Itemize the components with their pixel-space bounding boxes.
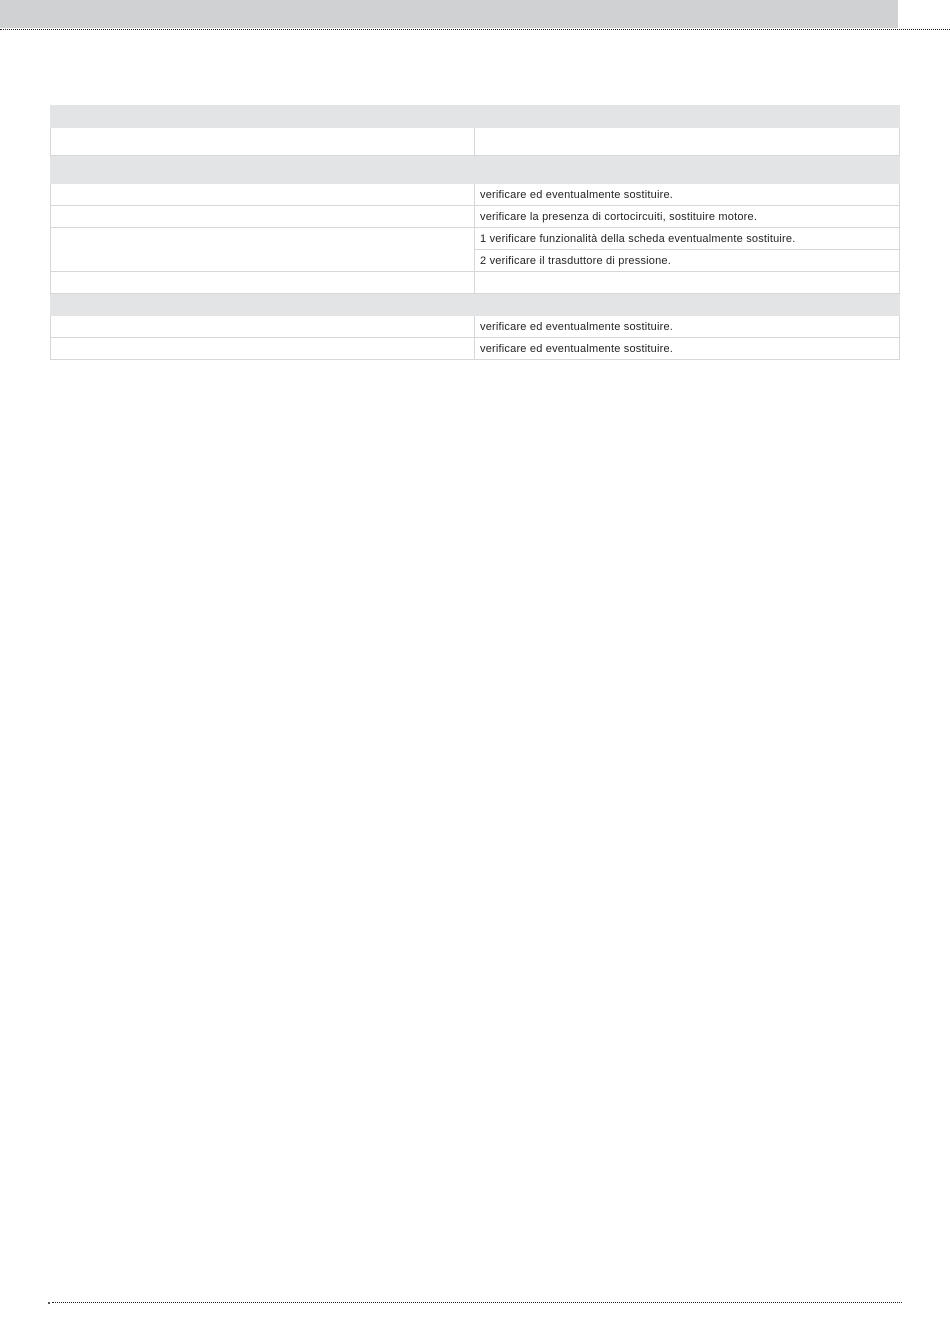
section-header-cell	[51, 156, 900, 184]
cause-cell	[51, 338, 475, 360]
solution-cell: verificare ed eventualmente sostituire.	[475, 338, 900, 360]
solution-cell: verificare ed eventualmente sostituire.	[475, 316, 900, 338]
cause-cell	[51, 228, 475, 272]
solution-cell: 1 verificare funzionalità della scheda eventualmente sostituire.	[475, 228, 900, 250]
table-row	[51, 206, 900, 228]
cause-cell	[51, 128, 475, 156]
solution-cell	[475, 128, 900, 156]
cause-cell	[51, 272, 475, 294]
section-header-row	[51, 106, 900, 128]
table-row	[51, 228, 900, 250]
solution-cell	[475, 272, 900, 294]
top-dotted-rule	[0, 29, 950, 30]
cause-cell	[51, 184, 475, 206]
solution-cell: verificare la presenza di cortocircuiti, sostituire motore.	[475, 206, 900, 228]
table-row	[51, 128, 900, 156]
section-header-cell	[51, 294, 900, 316]
section-header-cell	[51, 106, 900, 128]
troubleshooting-table	[50, 105, 900, 360]
section-header-row	[51, 294, 900, 316]
footer-dot	[48, 1302, 50, 1304]
table-row	[51, 316, 900, 338]
solution-cell: verificare ed eventualmente sostituire.	[475, 184, 900, 206]
table-row	[51, 184, 900, 206]
cause-cell	[51, 316, 475, 338]
solution-cell: 2 verificare il trasduttore di pressione.	[475, 250, 900, 272]
cause-cell	[51, 206, 475, 228]
section-header-row	[51, 156, 900, 184]
header-band	[0, 0, 898, 28]
bottom-dotted-rule	[52, 1302, 902, 1303]
table-row	[51, 338, 900, 360]
table-row	[51, 272, 900, 294]
